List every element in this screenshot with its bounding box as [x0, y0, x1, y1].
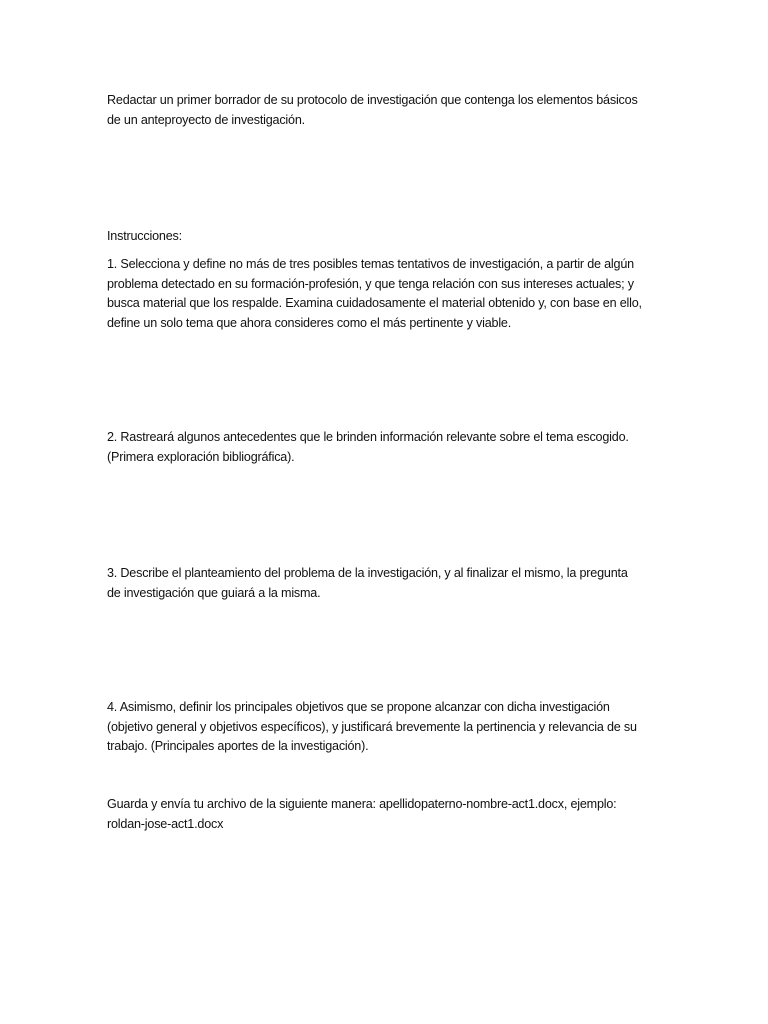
item1-line: define un solo tema que ahora consideres como el más pertinente y viable.	[107, 315, 512, 330]
item4-line: trabajo. (Principales aportes de la investigación).	[107, 739, 369, 753]
item2-line: 2. Rastreará algunos antecedentes que le brinden información relevante sobre el tema escogido.	[107, 430, 629, 444]
item1-line: problema detectado en su formación-profesión, y que tenga relación con sus intereses actuales; y	[107, 276, 634, 291]
intro-paragraph	[107, 91, 667, 130]
instructions-heading	[107, 227, 667, 247]
instruction-item-3	[107, 564, 667, 603]
item2-line: (Primera exploración bibliográfica).	[107, 449, 295, 464]
item3-line: 3. Describe el planteamiento del problema de la investigación, y al finalizar el mismo, la pregunta	[107, 566, 628, 580]
save-instructions-line: Guarda y envía tu archivo de la siguiente manera: apellidopaterno-nombre-act1.docx, ejemplo:	[107, 797, 617, 811]
instruction-item-1	[107, 255, 667, 333]
item4-line: (objetivo general y objetivos específicos), y justificará brevemente la pertinencia y relevancia de su	[107, 719, 637, 734]
instruction-item-4	[107, 698, 667, 757]
item3-line: de investigación que guiará a la misma.	[107, 585, 321, 600]
intro-line: Redactar un primer borrador de su protocolo de investigación que contenga los elementos básicos	[107, 93, 638, 107]
instructions-label: Instrucciones:	[107, 229, 182, 243]
instruction-item-2	[107, 428, 667, 467]
item4-line: 4. Asimismo, definir los principales objetivos que se propone alcanzar con dicha investigación	[107, 700, 610, 714]
item1-line: 1. Selecciona y define no más de tres posibles temas tentativos de investigación, a partir de algún	[107, 257, 634, 271]
intro-line: de un anteproyecto de investigación.	[107, 112, 305, 127]
save-instructions-paragraph	[107, 795, 667, 834]
save-instructions-line: roldan-jose-act1.docx	[107, 816, 224, 831]
item1-line: busca material que los respalde. Examina cuidadosamente el material obtenido y, con base en ello,	[107, 296, 642, 310]
